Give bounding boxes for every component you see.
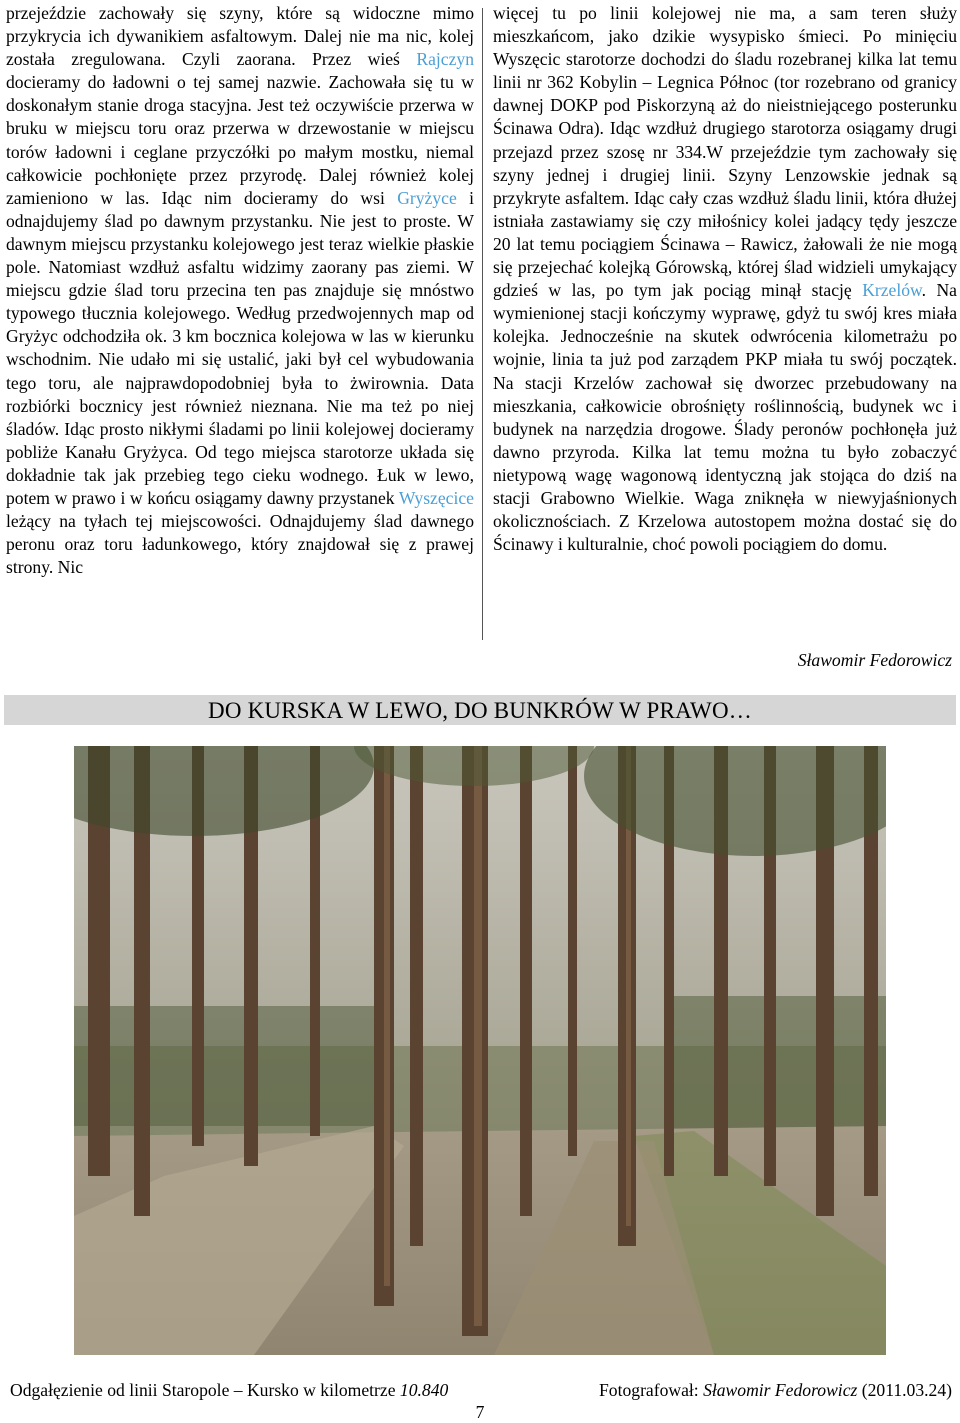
column-divider bbox=[482, 8, 483, 640]
photo-caption-location: Odgałęzienie od linii Staropole – Kursko w kilometrze 10.840 bbox=[10, 1380, 449, 1400]
photo-caption-credit: Fotografował: Sławomir Fedorowicz (2011.03.24) bbox=[599, 1380, 952, 1400]
article-column-left bbox=[6, 2, 474, 579]
section-banner: DO KURSKA W LEWO, DO BUNKRÓW W PRAWO… bbox=[4, 695, 956, 725]
article-author: Sławomir Fedorowicz bbox=[797, 650, 952, 670]
article-text-left: przejeździe zachowały się szyny, które są widoczne mimo przykrycia ich dywanikiem asfaltowym. Dalej nie ma nic, kolej została zregulowana. Czyli zaorana. Przez wieś Rajczyn docieramy do ładowni o tej samej nazwie. Zachowała się tu w doskonałym stanie droga stacyjna. Jest też oczywiście przerwa w bruku w miejscu toru oraz przerwa w drzewostanie w miejscu torów ładowni i ceglane przyczółki po małym mostku, niemal całkowicie pochłonięte przez przyrodę. Dalej również kolej zamieniono w las. Idąc nim docieramy do wsi Gryżyce i odnajdujemy ślad po dawnym przystanku. Nie jest to proste. W dawnym miejscu przystanku kolejowego jest teraz wielkie płaskie pole. Natomiast wzdłuż asfaltu widzimy zaorany pas ziemi. W miejscu gdzie ślad toru przecina ten pas znajduje się mnóstwo typowego tłucznia kolejowego. Według przedwojennych map od Gryżyc odchodziła ok. 3 km bocznica kolejowa w las w kierunku wschodnim. Nie udało mi się ustalić, jaki był cel wybudowania tego toru, ale najprawdopodobniej była to żwirownia. Data rozbiórki bocznicy jest również nieznana. Nie ma też po niej śladów. Idąc prosto nikłymi śladami po linii kolejowej docieramy pobliże Kanału Gryżyca. Od tego miejsca starotorze układa się dokładnie tak jak przebieg tego cieku wodnego. Łuk w lewo, potem w prawo i w końcu osiągamy dawny przystanek Wyszęcice leżący na tyłach tej miejscowości. Odnajdujemy ślad dawnego peronu oraz toru ładunkowego, który znajdował się z prawej strony. Nic bbox=[6, 3, 474, 578]
page-number: 7 bbox=[475, 1402, 485, 1422]
place-wyszecice: Wyszęcice bbox=[398, 487, 474, 508]
article-column-right bbox=[493, 2, 957, 556]
forest-railway-photo bbox=[74, 746, 886, 1355]
place-rajczyn: Rajczyn bbox=[416, 49, 474, 70]
place-gryzyce: Gryżyce bbox=[397, 187, 457, 208]
place-krzelow: Krzelów bbox=[862, 280, 922, 301]
article-text-right: więcej tu po linii kolejowej nie ma, a sam teren służy mieszkańcom, jako dzikie wysypisko śmieci. Po minięciu Wyszęcic starotorze dochodzi do śladu rozebranej kilka lat temu linii nr 362 Kobylin – Legnica Północ (tor rozebrano od granicy dawnej DOKP pod Piskorzyną aż do nieistniejącego posterunku Ścinawa Odra). Idąc wzdłuż drugiego starotorza osiągamy drugi przejazd przez szosę nr 334.W przejeździe tym zachowały się szyny jednej i drugiej linii. Szyny Lenzowskie jednak są przykryte asfaltem. Idąc cały czas wzdłuż śladu linii, która dłużej istniała zastawiamy się czy miłośnicy kolei jadący tędy jeszcze 20 lat temu pociągiem Ścinawa – Rawicz, żałowali że nie mogą się przejechać kolejką Górowską, której ślad widzieli umykający gdzieś w las, po tym jak pociąg minął stację Krzelów. Na wymienionej stacji kończymy wyprawę, gdyż tu swój kres miała kolejka. Jednocześnie na skutek odwrócenia kilometrażu po wojnie, linia ta już pod zarządem PKP miała tu swój początek. Na stacji Krzelów zachował się dworzec przebudowany na mieszkania, całkowicie obrośnięty roślinnością, budynek wc i budynek na narzędzia drogowe. Ślady peronów pochłonęła już dawno przyroda. Kilka lat temu można tu było zobaczyć nietypową wagę wagonową identyczną jak stojąca do dziś na stacji Grabowno Wielkie. Waga zniknęła w niewyjaśnionych okolicznościach. Z Krzelowa autostopem można dostać się do Ścinawy i kulturalnie, choć powoli pociągiem do domu. bbox=[493, 3, 957, 555]
